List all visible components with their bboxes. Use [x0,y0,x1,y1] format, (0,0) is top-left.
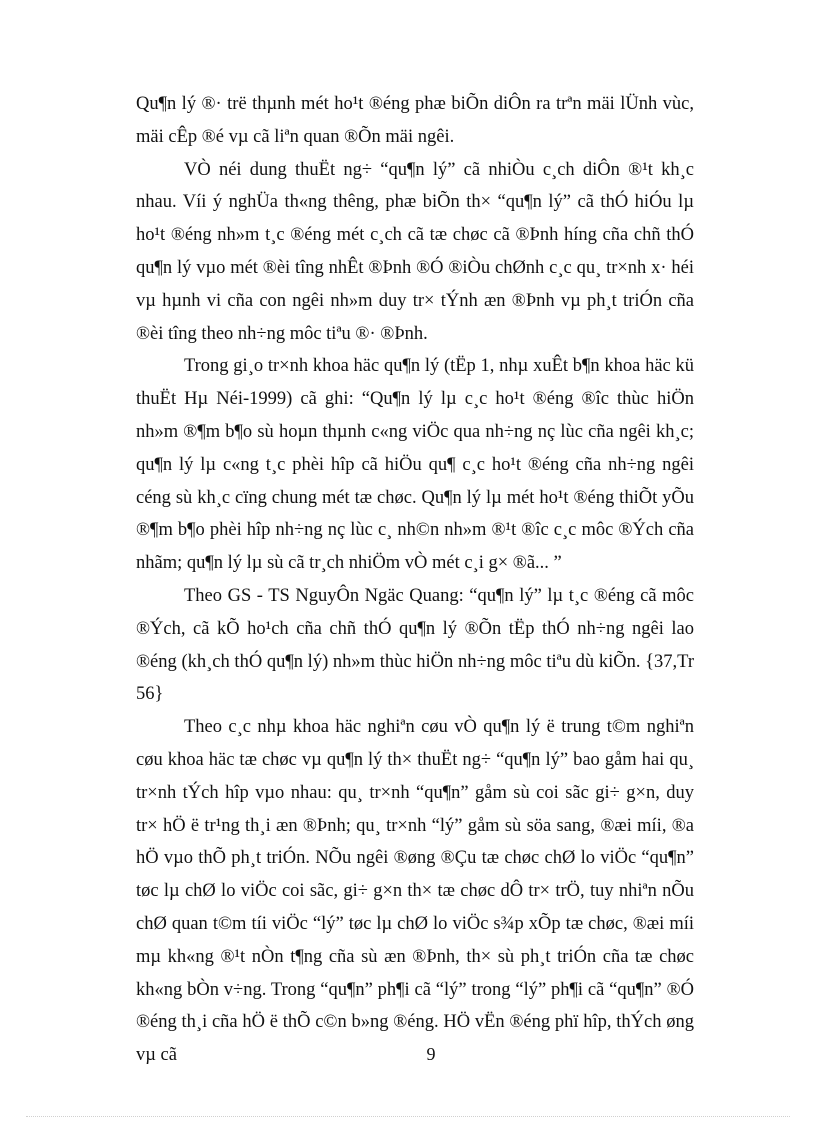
paragraph-4: Theo GS - TS NguyÔn Ngäc Quang: “qu¶n lý” lµ t¸c ®éng cã môc ®Ých, cã kÕ ho¹ch cña chñ thÓ qu¶n lý ®Õn tËp thÓ nh÷ng ngêi lao ®éng (kh¸ch thÓ qu¶n lý) nh»m thùc hiÖn nh÷ng môc tiªu dù kiÕn. {37,Tr 56} [136,585,694,705]
paragraph-2: VÒ néi dung thuËt ng÷ “qu¶n lý” cã nhiÒu c¸ch diÔn ®¹t kh¸c nhau. Víi ý nghÜa th«ng thêng, phæ biÕn th× “qu¶n lý” cã thÓ hiÓu lµ ho¹t ®éng nh»m t¸c ®éng mét c¸ch cã tæ chøc cã ®Þnh híng cña chñ thÓ qu¶n lý vµo mét ®èi tîng nhÊt ®Þnh ®Ó ®iÒu chØnh c¸c qu¸ tr×nh x· héi vµ hµnh vi cña con ngêi nh»m duy tr× tÝnh æn ®Þnh vµ ph¸t triÓn cña ®èi tîng theo nh÷ng môc tiªu ®· ®Þnh. [136,159,694,344]
paragraph-1: Qu¶n lý ®· trë thµnh mét ho¹t ®éng phæ biÕn diÔn ra trªn mäi lÜnh vùc, mäi cÊp ®é vµ cã liªn quan ®Õn mäi ngêi. [136,94,694,147]
page-bottom-divider [26,1116,790,1117]
paragraph-5: Theo c¸c nhµ khoa häc nghiªn cøu vÒ qu¶n lý ë trung t©m nghiªn cøu khoa häc tæ chøc vµ qu¶n lý th× thuËt ng÷ “qu¶n lý” bao gåm hai qu¸ tr×nh tÝch hîp vµo nhau: qu¸ tr×nh “qu¶n” gåm sù coi sãc gi÷ g×n, duy tr× hÖ ë tr¹ng th¸i æn ®Þnh; qu¸ tr×nh “lý” gåm sù söa sang, ®æi míi, ®a hÖ vµo thÕ ph¸t triÓn. NÕu ngêi ®øng ®Çu tæ chøc chØ lo viÖc “qu¶n” tøc lµ chØ lo viÖc coi sãc, gi÷ g×n th× tæ chøc dÔ tr× trÖ, tuy nhiªn nÕu chØ quan t©m tíi viÖc “lý” tøc lµ chØ lo viÖc s¾p xÕp tæ chøc, ®æi míi mµ kh«ng ®¹t nÒn t¶ng cña sù æn ®Þnh, th× sù ph¸t triÓn cña tæ chøc kh«ng bÒn v÷ng. Trong “qu¶n” ph¶i cã “lý” trong “lý” ph¶i cã “qu¶n” ®Ó ®éng th¸i cña hÖ ë thÕ c©n b»ng ®éng. HÖ vËn ®éng phï hîp, thÝch øng vµ cã [136,717,694,1066]
paragraph-3: Trong gi¸o tr×nh khoa häc qu¶n lý (tËp 1, nhµ xuÊt b¶n khoa häc kü thuËt Hµ Néi-1999) cã ghi: “Qu¶n lý lµ c¸c ho¹t ®éng ®îc thùc hiÖn nh»m ®¶m b¶o sù hoµn thµnh c«ng viÖc qua nh÷ng nç lùc cña ngêi kh¸c; qu¶n lý lµ c«ng t¸c phèi hîp cã hiÖu qu¶ c¸c ho¹t ®éng cña nh÷ng ngêi céng sù kh¸c cïng chung mét tæ chøc. Qu¶n lý lµ mét ho¹t ®éng thiÕt yÕu ®¶m b¶o phèi hîp nh÷ng nç lùc c¸ nh©n nh»m ®¹t ®îc c¸c môc ®Ých cña nhãm; qu¶n lý lµ sù cã tr¸ch nhiÖm vÒ mét c¸i g× ®ã... ” [136,356,694,574]
body-text [136,88,694,1072]
page-number: 9 [426,1044,436,1064]
